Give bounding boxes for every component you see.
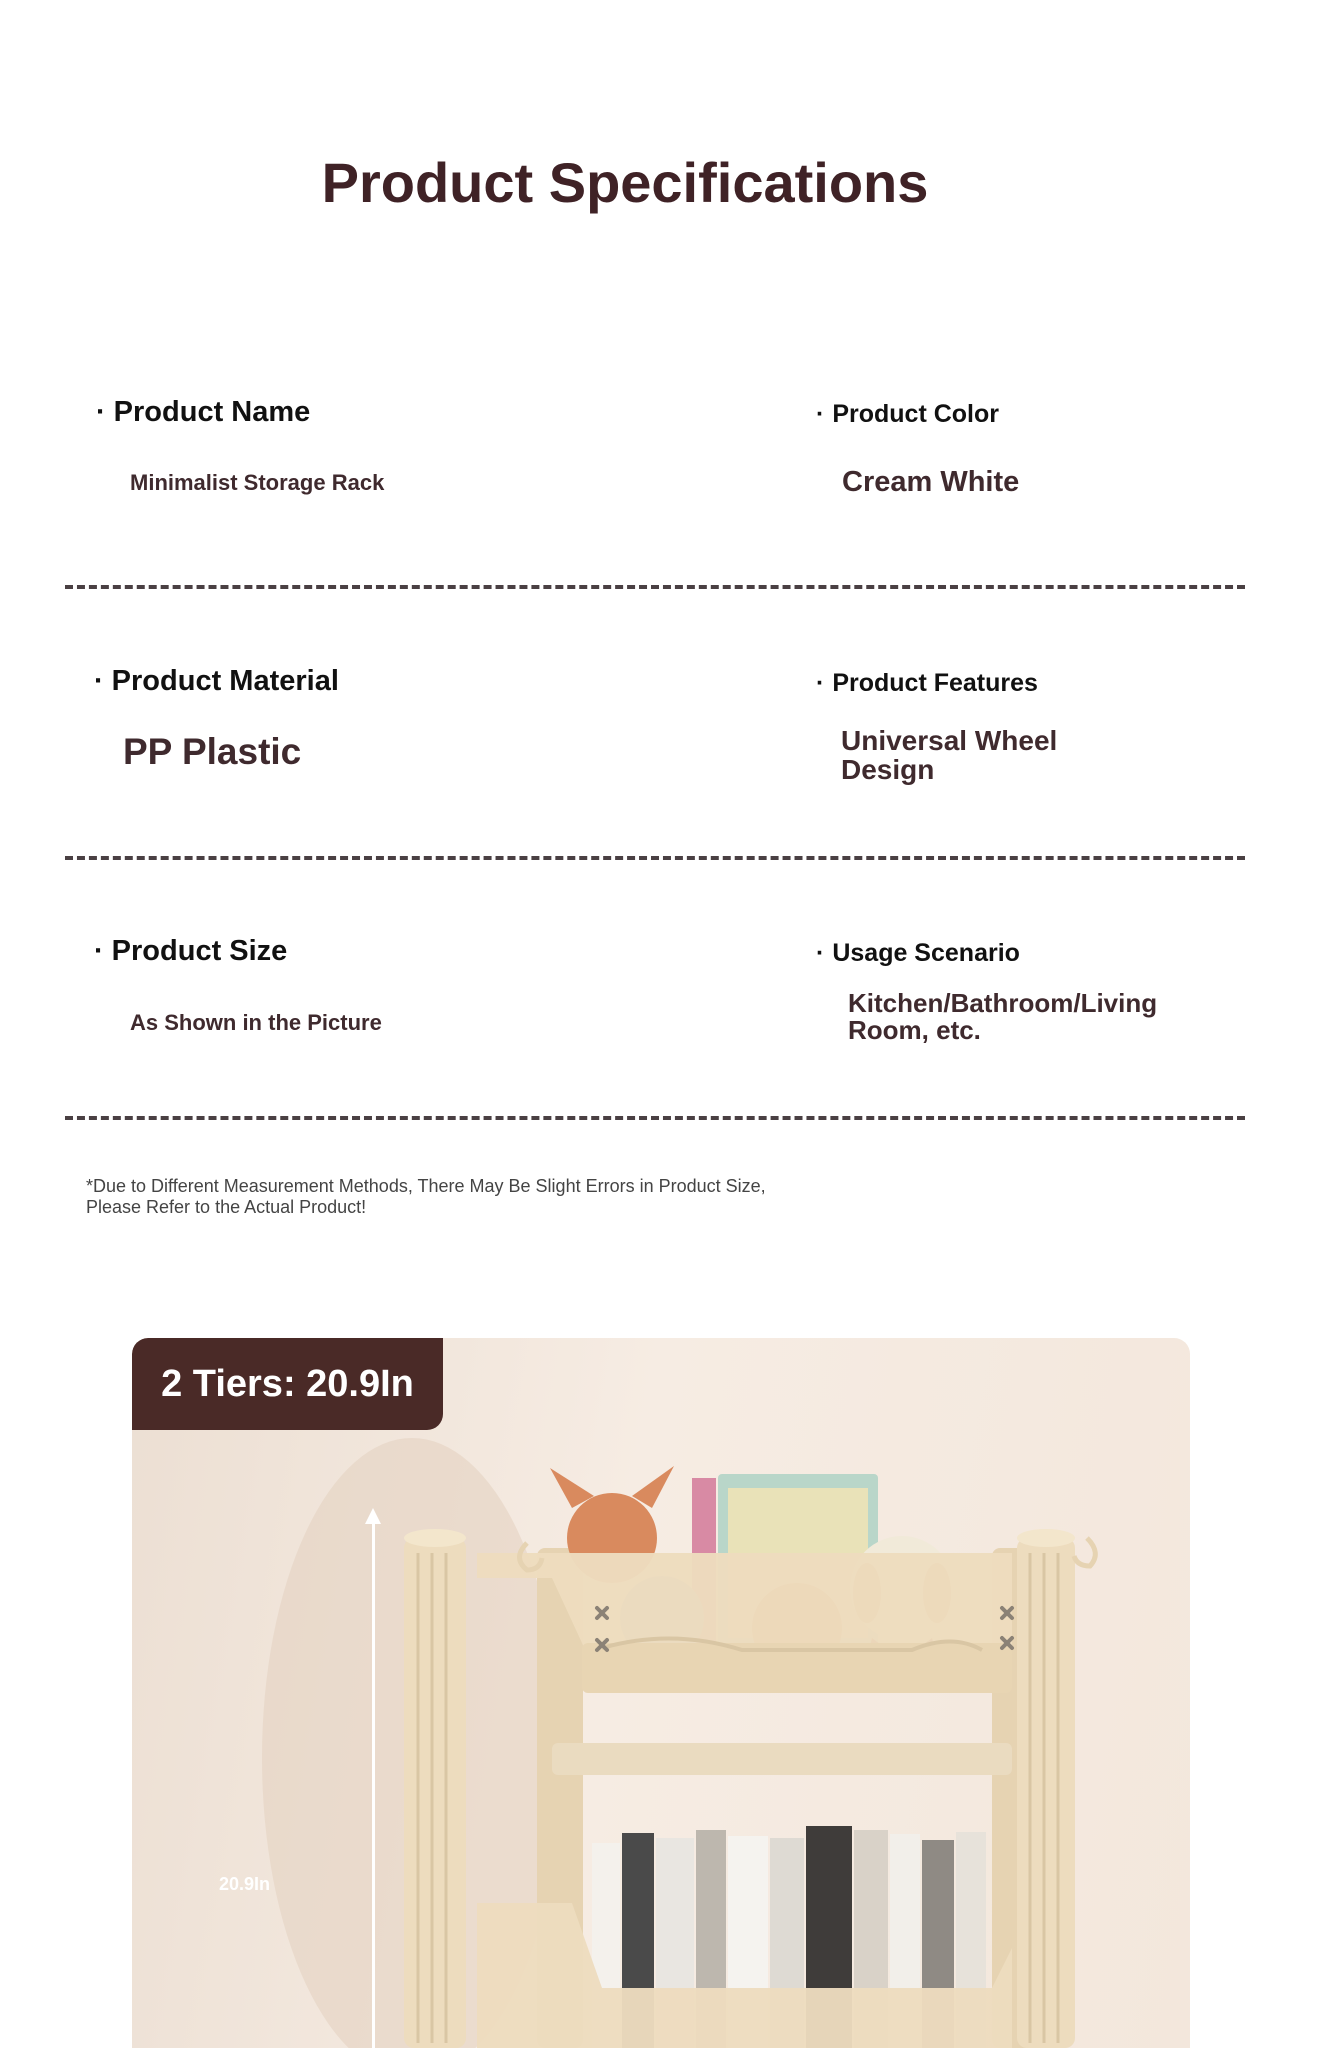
- product-color-label: [816, 400, 999, 429]
- bullet-icon: ·: [96, 396, 106, 428]
- page-title: Product Specifications: [321, 151, 929, 214]
- product-material-label: [94, 665, 339, 698]
- bullet-icon: ·: [816, 669, 825, 697]
- tier-height-badge: [132, 1338, 443, 1430]
- product-features-label-text: Product Features: [832, 669, 1038, 697]
- storage-rack-illustration: [132, 1338, 1190, 2048]
- product-size-value: As Shown in the Picture: [130, 1010, 382, 1035]
- product-features-value: Universal Wheel Design: [841, 725, 1058, 786]
- product-photo: [132, 1338, 1190, 2048]
- product-name-value: Minimalist Storage Rack: [130, 470, 385, 495]
- usage-scenario-label: [816, 939, 1020, 968]
- tier-height-text: 2 Tiers: 20.9In: [161, 1362, 414, 1405]
- usage-scenario-value: Kitchen/Bathroom/Living Room, etc.: [848, 988, 1158, 1046]
- height-measure-label: 20.9In: [219, 1874, 271, 1894]
- product-color-label-text: Product Color: [832, 400, 999, 428]
- divider: [65, 585, 1245, 589]
- height-arrow-icon: [365, 1508, 381, 1524]
- height-measure-line: [372, 1523, 375, 2048]
- product-color-value: Cream White: [842, 466, 1020, 498]
- bullet-icon: ·: [94, 665, 104, 697]
- product-name-label-text: Product Name: [113, 396, 311, 428]
- usage-scenario-label-text: Usage Scenario: [832, 939, 1020, 967]
- divider: [65, 1116, 1245, 1120]
- product-size-label-text: Product Size: [111, 935, 288, 967]
- product-material-value: PP Plastic: [123, 731, 302, 772]
- product-name-label: [96, 396, 310, 429]
- size-disclaimer-note: *Due to Different Measurement Methods, There May Be Slight Errors in Product Size, Please Refer to the Actual Product!: [86, 1176, 766, 1217]
- bullet-icon: ·: [94, 935, 104, 967]
- bullet-icon: ·: [816, 939, 825, 967]
- product-features-label: [816, 669, 1038, 698]
- product-material-label-text: Product Material: [111, 665, 339, 697]
- product-size-label: [94, 935, 287, 968]
- divider: [65, 856, 1245, 860]
- bullet-icon: ·: [816, 400, 825, 428]
